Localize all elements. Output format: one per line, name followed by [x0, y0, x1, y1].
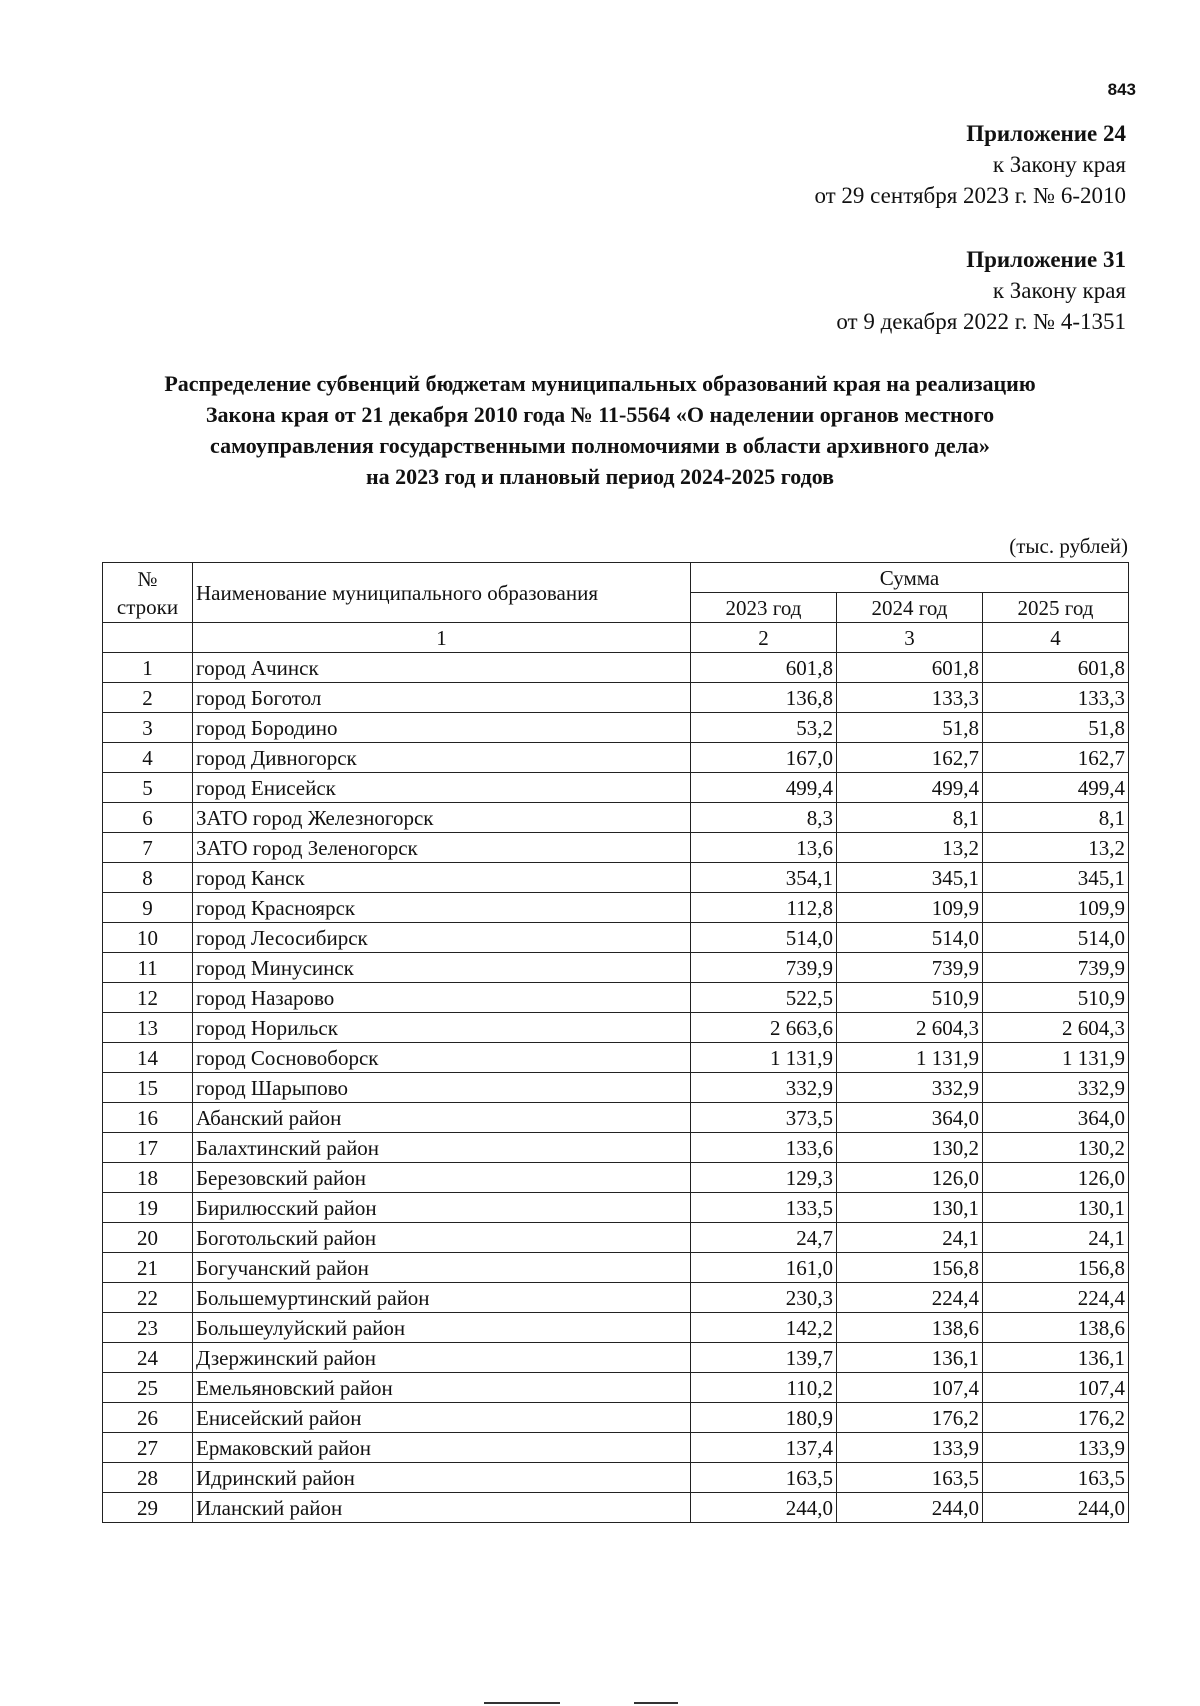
table-row — [103, 1013, 1129, 1043]
table-header-row — [103, 563, 1129, 593]
amount-2025-cell: 739,9 — [983, 953, 1129, 983]
amount-2023-cell: 354,1 — [691, 863, 837, 893]
amount-2023-cell: 137,4 — [691, 1433, 837, 1463]
appendix-current-line1: к Закону края — [992, 152, 1126, 177]
amount-2024-cell: 51,8 — [837, 713, 983, 743]
table-row — [103, 863, 1129, 893]
amount-2025-cell: 163,5 — [983, 1463, 1129, 1493]
amount-2025-cell: 138,6 — [983, 1313, 1129, 1343]
amount-2025-cell: 244,0 — [983, 1493, 1129, 1523]
row-number-cell: 12 — [103, 983, 193, 1013]
header-year-2023: 2023 год — [691, 593, 837, 623]
amount-2023-cell: 163,5 — [691, 1463, 837, 1493]
amount-2023-cell: 133,5 — [691, 1193, 837, 1223]
amount-2023-cell: 522,5 — [691, 983, 837, 1013]
header-year-2025: 2025 год — [983, 593, 1129, 623]
municipality-name-cell: Березовский район — [193, 1163, 691, 1193]
row-number-cell: 15 — [103, 1073, 193, 1103]
amount-2023-cell: 161,0 — [691, 1253, 837, 1283]
footer-rule — [634, 1702, 678, 1704]
footer-rule — [484, 1702, 560, 1704]
table-row — [103, 923, 1129, 953]
municipality-name-cell: Енисейский район — [193, 1403, 691, 1433]
municipality-name-cell: город Дивногорск — [193, 743, 691, 773]
table-row — [103, 1253, 1129, 1283]
municipality-name-cell: город Бородино — [193, 713, 691, 743]
document-title-line1: Распределение субвенций бюджетам муниципальных образований края на реализацию — [164, 371, 1036, 396]
row-number-cell: 9 — [103, 893, 193, 923]
amount-2025-cell: 224,4 — [983, 1283, 1129, 1313]
amount-2025-cell: 514,0 — [983, 923, 1129, 953]
amount-2025-cell: 130,2 — [983, 1133, 1129, 1163]
municipality-name-cell: Абанский район — [193, 1103, 691, 1133]
document-title-line3: самоуправления государственными полномочиями в области архивного дела» — [210, 433, 990, 458]
table-row — [103, 1223, 1129, 1253]
document-title-line4: на 2023 год и плановый период 2024-2025 годов — [365, 464, 835, 489]
row-number-cell: 2 — [103, 683, 193, 713]
amount-2024-cell: 107,4 — [837, 1373, 983, 1403]
amount-2025-cell: 1 131,9 — [983, 1043, 1129, 1073]
amount-2023-cell: 180,9 — [691, 1403, 837, 1433]
amount-2023-cell: 1 131,9 — [691, 1043, 837, 1073]
header-row-number-line1: № — [137, 566, 158, 591]
column-index-cell — [103, 623, 193, 653]
table-row — [103, 1463, 1129, 1493]
amount-2025-cell: 162,7 — [983, 743, 1129, 773]
amount-2025-cell: 126,0 — [983, 1163, 1129, 1193]
table-row — [103, 713, 1129, 743]
municipality-name-cell: город Шарыпово — [193, 1073, 691, 1103]
amount-2023-cell: 514,0 — [691, 923, 837, 953]
table-row — [103, 773, 1129, 803]
amount-2024-cell: 510,9 — [837, 983, 983, 1013]
amount-2025-cell: 51,8 — [983, 713, 1129, 743]
header-municipality-name: Наименование муниципального образования — [193, 563, 691, 623]
amount-2023-cell: 53,2 — [691, 713, 837, 743]
table-row — [103, 1043, 1129, 1073]
row-number-cell: 29 — [103, 1493, 193, 1523]
amount-2024-cell: 130,2 — [837, 1133, 983, 1163]
row-number-cell: 3 — [103, 713, 193, 743]
amount-2023-cell: 167,0 — [691, 743, 837, 773]
row-number-cell: 21 — [103, 1253, 193, 1283]
table-row — [103, 893, 1129, 923]
table-row — [103, 1133, 1129, 1163]
amount-2024-cell: 1 131,9 — [837, 1043, 983, 1073]
amount-2025-cell: 510,9 — [983, 983, 1129, 1013]
amount-2023-cell: 133,6 — [691, 1133, 837, 1163]
column-index-cell: 2 — [691, 623, 837, 653]
row-number-cell: 19 — [103, 1193, 193, 1223]
row-number-cell: 25 — [103, 1373, 193, 1403]
amount-2023-cell: 139,7 — [691, 1343, 837, 1373]
municipality-name-cell: город Ачинск — [193, 653, 691, 683]
amount-2023-cell: 739,9 — [691, 953, 837, 983]
amount-2024-cell: 739,9 — [837, 953, 983, 983]
table-row — [103, 1313, 1129, 1343]
table-row — [103, 1433, 1129, 1463]
row-number-cell: 27 — [103, 1433, 193, 1463]
row-number-cell: 23 — [103, 1313, 193, 1343]
row-number-cell: 16 — [103, 1103, 193, 1133]
row-number-cell: 4 — [103, 743, 193, 773]
table-row — [103, 1283, 1129, 1313]
amount-2025-cell: 136,1 — [983, 1343, 1129, 1373]
municipality-name-cell: Иланский район — [193, 1493, 691, 1523]
municipality-name-cell: ЗАТО город Зеленогорск — [193, 833, 691, 863]
amount-2025-cell: 8,1 — [983, 803, 1129, 833]
municipality-name-cell: город Красноярск — [193, 893, 691, 923]
amount-2024-cell: 130,1 — [837, 1193, 983, 1223]
amount-2025-cell: 156,8 — [983, 1253, 1129, 1283]
municipality-name-cell: город Норильск — [193, 1013, 691, 1043]
row-number-cell: 6 — [103, 803, 193, 833]
appendix-current-title: Приложение 24 — [966, 121, 1126, 146]
amount-2024-cell: 224,4 — [837, 1283, 983, 1313]
amount-2024-cell: 162,7 — [837, 743, 983, 773]
amount-2024-cell: 109,9 — [837, 893, 983, 923]
header-row-number — [103, 563, 193, 623]
amount-2023-cell: 499,4 — [691, 773, 837, 803]
appendix-original — [836, 244, 1126, 337]
municipality-name-cell: город Лесосибирск — [193, 923, 691, 953]
amount-2024-cell: 8,1 — [837, 803, 983, 833]
municipality-name-cell: Большемуртинский район — [193, 1283, 691, 1313]
row-number-cell: 20 — [103, 1223, 193, 1253]
amount-2025-cell: 332,9 — [983, 1073, 1129, 1103]
municipality-name-cell: Балахтинский район — [193, 1133, 691, 1163]
amount-2025-cell: 364,0 — [983, 1103, 1129, 1133]
amount-2024-cell: 332,9 — [837, 1073, 983, 1103]
table-row — [103, 1193, 1129, 1223]
amount-2024-cell: 244,0 — [837, 1493, 983, 1523]
table-row — [103, 803, 1129, 833]
amount-2024-cell: 514,0 — [837, 923, 983, 953]
appendix-current — [814, 118, 1126, 211]
appendix-original-line1: к Закону края — [992, 278, 1126, 303]
amount-2023-cell: 244,0 — [691, 1493, 837, 1523]
amount-2023-cell: 332,9 — [691, 1073, 837, 1103]
amount-2023-cell: 112,8 — [691, 893, 837, 923]
row-number-cell: 11 — [103, 953, 193, 983]
amount-2024-cell: 126,0 — [837, 1163, 983, 1193]
amount-2023-cell: 601,8 — [691, 653, 837, 683]
amount-2024-cell: 24,1 — [837, 1223, 983, 1253]
municipality-name-cell: Боготольский район — [193, 1223, 691, 1253]
municipality-name-cell: Емельяновский район — [193, 1373, 691, 1403]
amount-2025-cell: 13,2 — [983, 833, 1129, 863]
appendix-current-line2: от 29 сентября 2023 г. № 6-2010 — [814, 183, 1126, 208]
amount-2024-cell: 345,1 — [837, 863, 983, 893]
amount-2024-cell: 133,3 — [837, 683, 983, 713]
amount-2023-cell: 110,2 — [691, 1373, 837, 1403]
amount-2025-cell: 24,1 — [983, 1223, 1129, 1253]
row-number-cell: 10 — [103, 923, 193, 953]
table-row — [103, 1103, 1129, 1133]
table-row — [103, 953, 1129, 983]
row-number-cell: 28 — [103, 1463, 193, 1493]
municipality-name-cell: Идринский район — [193, 1463, 691, 1493]
municipality-name-cell: Богучанский район — [193, 1253, 691, 1283]
municipality-name-cell: Дзержинский район — [193, 1343, 691, 1373]
row-number-cell: 17 — [103, 1133, 193, 1163]
row-number-cell: 14 — [103, 1043, 193, 1073]
amount-2025-cell: 601,8 — [983, 653, 1129, 683]
table-row — [103, 983, 1129, 1013]
amount-2024-cell: 2 604,3 — [837, 1013, 983, 1043]
municipality-name-cell: Ермаковский район — [193, 1433, 691, 1463]
row-number-cell: 26 — [103, 1403, 193, 1433]
amount-2024-cell: 499,4 — [837, 773, 983, 803]
municipality-name-cell: ЗАТО город Железногорск — [193, 803, 691, 833]
column-index-cell: 1 — [193, 623, 691, 653]
appendix-original-title: Приложение 31 — [966, 247, 1126, 272]
amount-2023-cell: 13,6 — [691, 833, 837, 863]
table-row — [103, 833, 1129, 863]
table-row — [103, 683, 1129, 713]
amount-2023-cell: 136,8 — [691, 683, 837, 713]
amount-2024-cell: 176,2 — [837, 1403, 983, 1433]
table-row — [103, 1073, 1129, 1103]
amount-2024-cell: 13,2 — [837, 833, 983, 863]
table-row — [103, 743, 1129, 773]
amount-2025-cell: 109,9 — [983, 893, 1129, 923]
municipality-name-cell: город Минусинск — [193, 953, 691, 983]
amount-2025-cell: 107,4 — [983, 1373, 1129, 1403]
amount-2024-cell: 133,9 — [837, 1433, 983, 1463]
row-number-cell: 13 — [103, 1013, 193, 1043]
amount-2024-cell: 156,8 — [837, 1253, 983, 1283]
units-label: (тыс. рублей) — [1009, 534, 1128, 558]
row-number-cell: 1 — [103, 653, 193, 683]
amount-2025-cell: 133,3 — [983, 683, 1129, 713]
page-number: 843 — [1107, 80, 1136, 99]
row-number-cell: 7 — [103, 833, 193, 863]
appendix-original-line2: от 9 декабря 2022 г. № 4-1351 — [836, 309, 1126, 334]
column-index-cell: 3 — [837, 623, 983, 653]
amount-2023-cell: 142,2 — [691, 1313, 837, 1343]
table-row — [103, 1403, 1129, 1433]
row-number-cell: 5 — [103, 773, 193, 803]
municipality-name-cell: Бирилюсский район — [193, 1193, 691, 1223]
table-row — [103, 1373, 1129, 1403]
document-title-line2: Закона края от 21 декабря 2010 года № 11-5564 «О наделении органов местного — [205, 402, 995, 427]
amount-2025-cell: 345,1 — [983, 863, 1129, 893]
row-number-cell: 8 — [103, 863, 193, 893]
header-sum: Сумма — [691, 563, 1129, 593]
amount-2025-cell: 130,1 — [983, 1193, 1129, 1223]
amount-2025-cell: 176,2 — [983, 1403, 1129, 1433]
table-row — [103, 1163, 1129, 1193]
amount-2024-cell: 138,6 — [837, 1313, 983, 1343]
amount-2023-cell: 8,3 — [691, 803, 837, 833]
document-title — [100, 368, 1100, 492]
table-row — [103, 1493, 1129, 1523]
municipality-name-cell: город Енисейск — [193, 773, 691, 803]
table-row — [103, 1343, 1129, 1373]
table-row — [103, 653, 1129, 683]
amount-2024-cell: 364,0 — [837, 1103, 983, 1133]
municipality-name-cell: город Назарово — [193, 983, 691, 1013]
amount-2023-cell: 2 663,6 — [691, 1013, 837, 1043]
row-number-cell: 22 — [103, 1283, 193, 1313]
municipality-name-cell: город Канск — [193, 863, 691, 893]
subvention-table — [102, 562, 1129, 1523]
municipality-name-cell: Большеулуйский район — [193, 1313, 691, 1343]
amount-2023-cell: 24,7 — [691, 1223, 837, 1253]
municipality-name-cell: город Боготол — [193, 683, 691, 713]
amount-2024-cell: 136,1 — [837, 1343, 983, 1373]
amount-2023-cell: 230,3 — [691, 1283, 837, 1313]
row-number-cell: 24 — [103, 1343, 193, 1373]
header-row-number-line2: строки — [116, 594, 179, 619]
municipality-name-cell: город Сосновоборск — [193, 1043, 691, 1073]
amount-2025-cell: 2 604,3 — [983, 1013, 1129, 1043]
amount-2023-cell: 129,3 — [691, 1163, 837, 1193]
column-index-row — [103, 623, 1129, 653]
amount-2024-cell: 601,8 — [837, 653, 983, 683]
amount-2025-cell: 133,9 — [983, 1433, 1129, 1463]
column-index-cell: 4 — [983, 623, 1129, 653]
amount-2025-cell: 499,4 — [983, 773, 1129, 803]
amount-2024-cell: 163,5 — [837, 1463, 983, 1493]
row-number-cell: 18 — [103, 1163, 193, 1193]
header-year-2024: 2024 год — [837, 593, 983, 623]
amount-2023-cell: 373,5 — [691, 1103, 837, 1133]
